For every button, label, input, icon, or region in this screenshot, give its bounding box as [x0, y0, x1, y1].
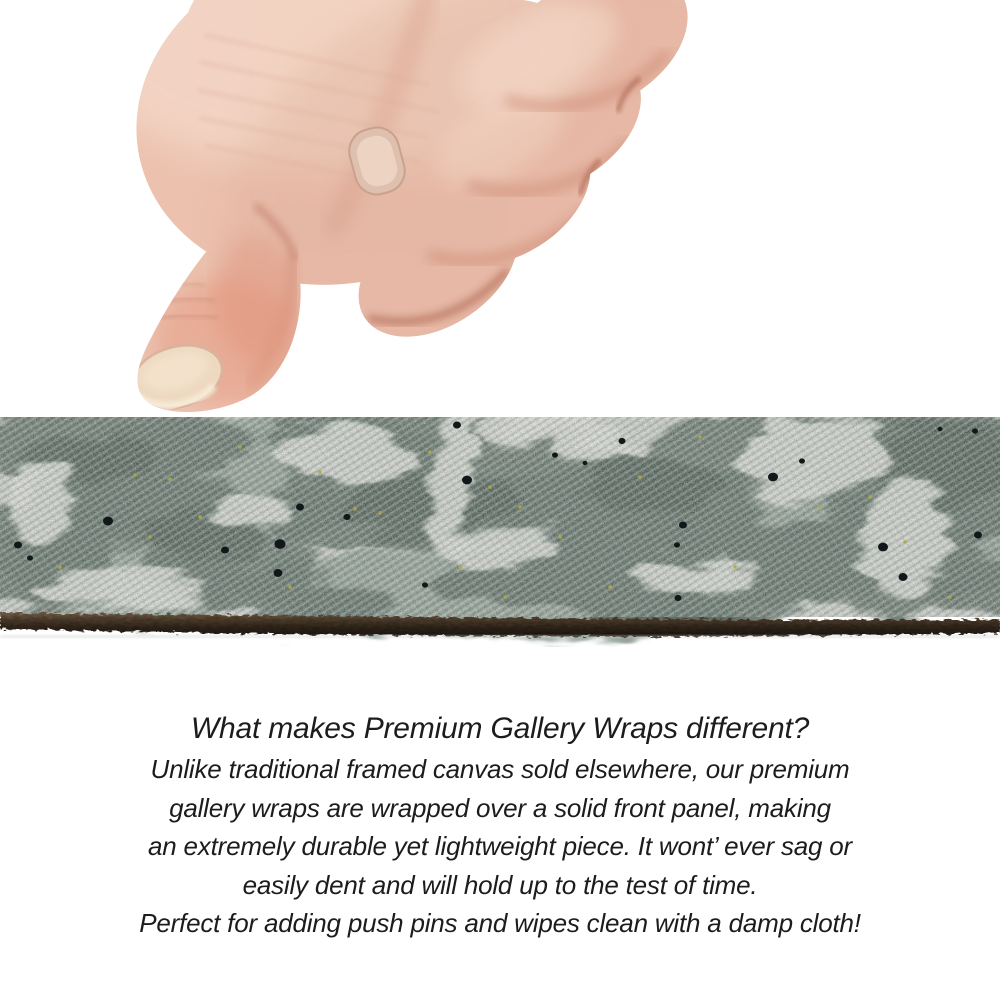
canvas-grain-dark [0, 417, 1000, 617]
canvas-hole [799, 458, 805, 463]
paint-speck [698, 435, 701, 438]
paint-speck [428, 450, 431, 453]
canvas-strip-photo [0, 417, 1000, 647]
canvas-hole [296, 503, 304, 510]
canvas-hole [552, 452, 558, 457]
paint-speck [558, 535, 561, 538]
canvas-hole [972, 428, 978, 433]
paint-speck [318, 470, 321, 473]
canvas-hole [453, 421, 461, 428]
paint-speck [198, 515, 201, 518]
canvas-hole [878, 543, 888, 552]
canvas-hole [674, 542, 680, 547]
canvas-hole [583, 461, 588, 465]
canvas-hole [462, 476, 472, 485]
paint-speck [378, 511, 381, 514]
canvas-hole [619, 438, 626, 444]
canvas-hole [344, 514, 351, 520]
canvas-hole [938, 427, 943, 431]
paint-speck [288, 585, 291, 588]
body-line-2: gallery wraps are wrapped over a solid front panel, making [169, 792, 831, 823]
strip-shadow [0, 635, 1000, 638]
paint-speck [58, 565, 61, 568]
hand-photo [0, 0, 1000, 420]
canvas-hole [27, 555, 33, 560]
paint-speck [948, 595, 951, 598]
paint-speck [168, 477, 171, 480]
headline: What makes Premium Gallery Wraps different? [190, 712, 810, 745]
paint-speck [503, 595, 506, 598]
body-line-5: Perfect for adding push pins and wipes clean with a damp cloth! [139, 908, 861, 939]
paint-speck [608, 585, 611, 588]
canvas-hole [275, 539, 286, 549]
canvas-hole [974, 531, 982, 538]
canvas-hole [221, 546, 229, 553]
text-block [0, 699, 1000, 943]
canvas-hole [899, 573, 908, 581]
paint-speck [638, 475, 641, 478]
body-line-3: an extremely durable yet lightweight piece. It wont’ ever sag or [147, 831, 853, 862]
paint-speck [148, 535, 151, 538]
canvas-hole [274, 569, 283, 577]
paint-speck [903, 540, 906, 543]
paint-speck [733, 565, 736, 568]
canvas-hole [14, 541, 22, 548]
canvas-hole [675, 595, 682, 601]
paint-speck [818, 505, 821, 508]
paint-speck [353, 507, 356, 510]
canvas-hole [422, 582, 428, 587]
canvas-hole [768, 473, 778, 482]
paint-speck [488, 485, 491, 488]
paint-speck [458, 565, 461, 568]
paint-speck [133, 473, 136, 476]
body-line-4: easily dent and will hold up to the test of time. [242, 869, 758, 900]
paint-speck [868, 495, 871, 498]
paint-speck [518, 505, 521, 508]
canvas-hole [679, 521, 687, 528]
paint-speck [238, 445, 241, 448]
canvas-hole [103, 517, 113, 526]
body-line-1: Unlike traditional framed canvas sold elsewhere, our premium [150, 754, 850, 784]
